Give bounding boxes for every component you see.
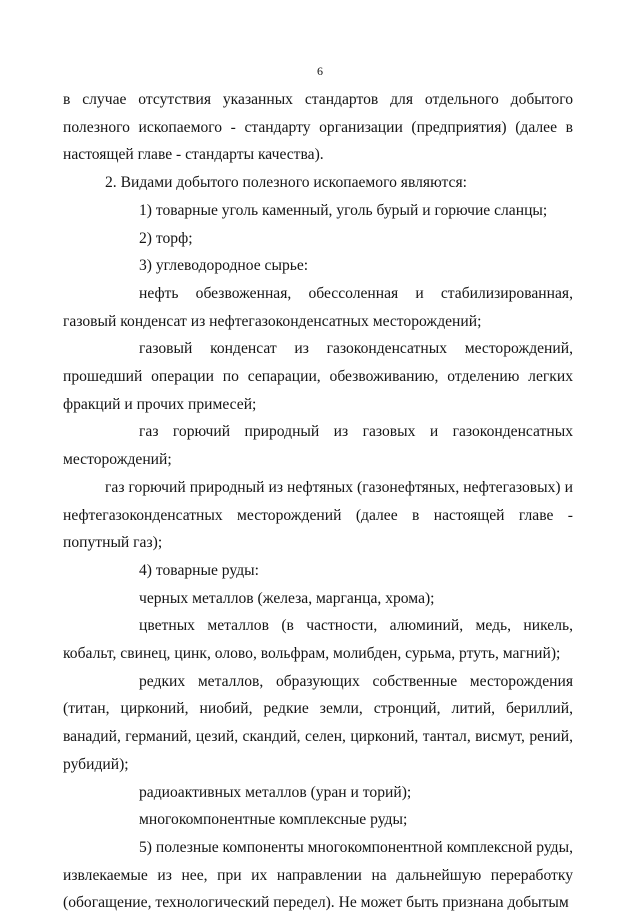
list-item: 5) полезные компоненты многокомпонентной комплексной руды, извлекаемые из нее, при их направлении на дальнейшую переработку (обогащение, технологический передел). Не может быть признана добытым: [63, 838, 573, 912]
list-item: 2) торф;: [139, 229, 193, 247]
paragraph: нефть обезвоженная, обессоленная и стабилизированная, газовый конденсат из нефтегазоконденсатных месторождений;: [63, 284, 573, 330]
paragraph: в случае отсутствия указанных стандартов для отдельного добытого полезного ископаемого - стандарту организации (предприятия) (далее в настоящей главе - стандарты качества).: [63, 91, 573, 164]
paragraph: цветных металлов (в частности, алюминий, медь, никель, кобальт, свинец, цинк, олово, вольфрам, молибден, сурьма, ртуть, магний);: [63, 617, 573, 663]
paragraph: газовый конденсат из газоконденсатных месторождений, прошедший операции по сепарации, обезвоживанию, отделению легких фракций и прочих примесей;: [63, 340, 573, 413]
list-item: 4) товарные руды:: [139, 561, 259, 579]
paragraph: радиоактивных металлов (уран и торий);: [139, 783, 412, 801]
list-item: 1) товарные уголь каменный, уголь бурый и горючие сланцы;: [139, 201, 548, 219]
paragraph: редких металлов, образующих собственные месторождения (титан, цирконий, ниобий, редкие земли, стронций, литий, бериллий, ванадий, германий, цезий, скандий, селен, цирконий, тантал, висмут, рений, рубидий);: [63, 672, 573, 773]
page-number: 6: [317, 64, 323, 78]
paragraph: многокомпонентные комплексные руды;: [139, 811, 408, 829]
paragraph: 2. Видами добытого полезного ископаемого являются:: [105, 174, 467, 192]
paragraph: черных металлов (железа, марганца, хрома);: [139, 589, 435, 607]
paragraph: газ горючий природный из нефтяных (газонефтяных, нефтегазовых) и нефтегазоконденсатных месторождений (далее в настоящей главе - попутный газ);: [63, 478, 573, 552]
paragraph: газ горючий природный из газовых и газоконденсатных месторождений;: [63, 423, 573, 469]
document-body: [63, 86, 573, 917]
list-item: 3) углеводородное сырье:: [139, 257, 309, 275]
